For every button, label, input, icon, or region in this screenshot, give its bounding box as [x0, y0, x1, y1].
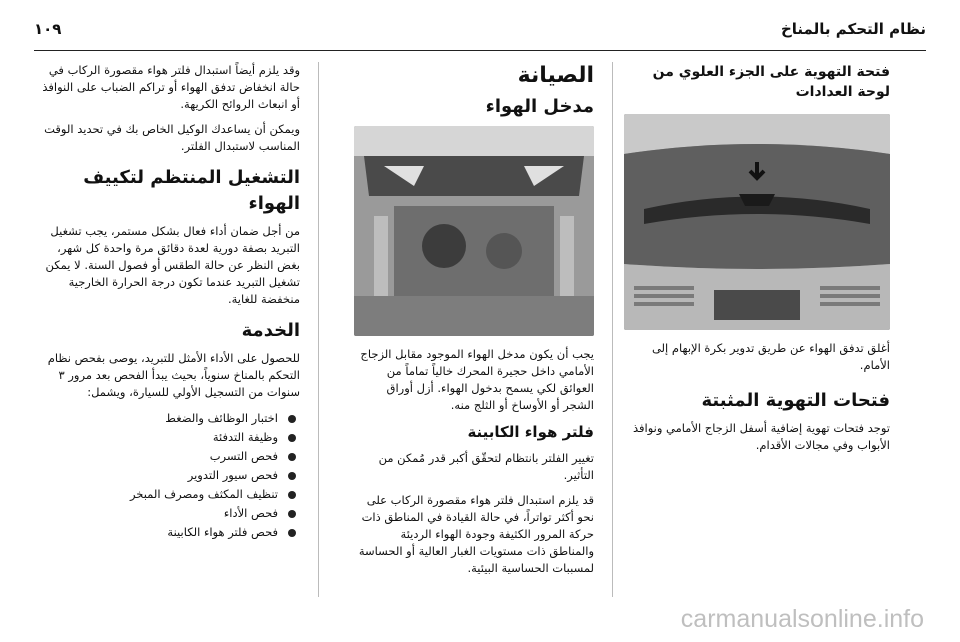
- maintenance-title: الصيانة: [517, 63, 594, 88]
- dealer-paragraph: ويمكن أن يساعدك الوكيل الخاص بك في تحديد الوقت المناسب لاستبدال الفلتر.: [44, 122, 300, 153]
- cabin-filter-paragraph-2: قد يلزم استبدال فلتر هواء مقصورة الركاب على نحو أكثر تواتراً، في حالة القيادة في المناطق ذات حركة المرور الكثيفة وجودة الهواء الرديئة والمناطق ذات مستويات الغبار العالية أو الحساسة لمسببات الحساسية البيئية.: [358, 493, 594, 575]
- column-middle: [354, 62, 594, 585]
- air-intake-paragraph: يجب أن يكون مدخل الهواء الموجود مقابل الزجاج الأمامي داخل حجيرة المحرك خالياً تماماً من العوائق لكي يسمح بدخول الهواء. أزل أوراق الشجر أو الأوساخ أو الثلج منه.: [360, 347, 594, 412]
- list-item: فحص فلتر هواء الكابينة: [34, 523, 300, 542]
- column-right: [624, 62, 890, 462]
- cabin-filter-paragraph-1: تغيير الفلتر بانتظام لتحقّق أكبر قدر مُمكن من التأثير.: [378, 451, 594, 482]
- list-item: فحص سيور التدوير: [34, 466, 300, 485]
- engine-bay-figure: [354, 126, 594, 336]
- bullet-icon: [288, 434, 296, 442]
- dashboard-vent-caption: أغلق تدفق الهواء عن طريق تدوير بكرة الإبهام إلى الأمام.: [651, 341, 890, 372]
- dashboard-vent-figure: [624, 114, 890, 330]
- bullet-icon: [288, 529, 296, 537]
- bullet-icon: [288, 491, 296, 499]
- column-divider: [318, 62, 319, 597]
- column-divider: [612, 62, 613, 597]
- bullet-icon: [288, 510, 296, 518]
- engine-bay-illustration: [354, 126, 594, 336]
- air-intake-heading: مدخل الهواء: [485, 96, 594, 117]
- cabin-filter-heading: فلتر هواء الكابينة: [467, 423, 594, 441]
- service-paragraph: للحصول على الأداء الأمثل للتبريد، يوصى بفحص نظام التحكم بالمناخ سنوياً، بحيث يبدأ الفحص بعد مرور ٣ سنوات من التسجيل الأولي للسيارة، ويشمل:: [47, 351, 300, 399]
- service-checklist: [34, 409, 300, 542]
- filter-replacement-paragraph: وقد يلزم أيضاً استبدال فلتر هواء مقصورة الركاب في حالة انخفاض تدفق الهواء أو تراكم الضباب على النوافذ أو انبعاث الروائح الكريهة.: [42, 63, 300, 111]
- list-item: وظيفة التدفئة: [34, 428, 300, 447]
- bullet-icon: [288, 472, 296, 480]
- list-item: اختبار الوظائف والضغط: [34, 409, 300, 428]
- fixed-vents-paragraph: توجد فتحات تهوية إضافية أسفل الزجاج الأمامي ونوافذ الأبواب وفي مجالات الأقدام.: [632, 421, 890, 452]
- fixed-vents-heading: فتحات التهوية المثبتة: [701, 390, 890, 411]
- list-item: فحص الأداء: [34, 504, 300, 523]
- page-number: ١٠٩: [34, 20, 62, 38]
- dashboard-vent-heading: فتحة التهوية على الجزء العلوي من لوحة العدادات: [652, 64, 890, 100]
- regular-ac-paragraph: من أجل ضمان أداء فعال بشكل مستمر، يجب تشغيل التبريد بصفة دورية لعدة دقائق مرة واحدة كل شهر، بغض النظر عن حالة الطقس أو فصول السنة. لا يمكن تشغيل التبريد عندما تكون درجة الحرارة الخارجية منخفضة للغاية.: [45, 224, 300, 306]
- page-header: [34, 20, 926, 51]
- bullet-icon: [288, 453, 296, 461]
- dashboard-vent-illustration: [624, 114, 890, 330]
- watermark: carmanualsonline.info: [680, 605, 924, 633]
- service-heading: الخدمة: [241, 320, 300, 341]
- list-item: تنظيف المكثف ومصرف المبخر: [34, 485, 300, 504]
- column-left: [34, 62, 300, 542]
- regular-ac-heading: التشغيل المنتظم لتكييف الهواء: [83, 167, 300, 214]
- page-header-title: نظام التحكم بالمناخ: [780, 20, 926, 38]
- list-item: فحص التسرب: [34, 447, 300, 466]
- bullet-icon: [288, 415, 296, 423]
